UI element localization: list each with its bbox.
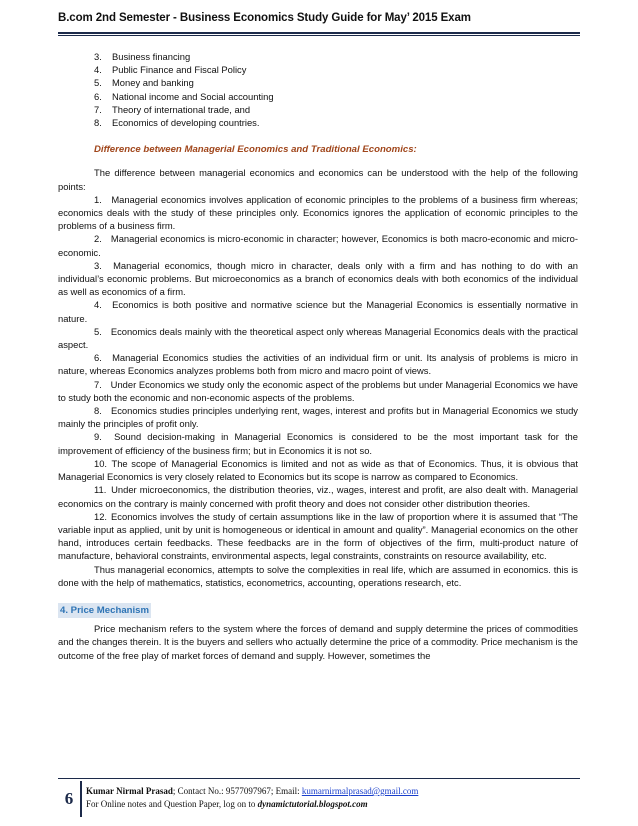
section-intro: The difference between managerial economics and economics can be understood with the help of the following points:	[58, 167, 578, 192]
list-item-number: 8.	[94, 117, 102, 129]
list-item-label: National income and Social accounting	[112, 90, 274, 102]
list-item-label: Money and banking	[112, 77, 194, 89]
point-paragraph	[58, 430, 578, 456]
point-number: 9.	[94, 431, 102, 443]
point-paragraph	[58, 325, 578, 351]
list-item-number: 5.	[94, 77, 102, 89]
footer-author: Kumar Nirmal Prasad	[86, 786, 173, 796]
footer-contact-line	[86, 785, 580, 798]
topics-list	[58, 50, 578, 129]
header-rule-thin	[58, 35, 580, 36]
price-mechanism-heading: 4. Price Mechanism	[58, 603, 151, 618]
footer-notes-text: For Online notes and Question Paper, log on to	[86, 799, 258, 809]
point-paragraph	[58, 193, 578, 233]
point-number: 1.	[94, 193, 102, 205]
point-number: 12.	[94, 510, 108, 522]
list-item	[94, 76, 578, 89]
point-number: 7.	[94, 378, 102, 390]
page-number: 6	[58, 781, 82, 817]
footer-notes-line	[86, 798, 580, 811]
section-heading: Difference between Managerial Economics and Traditional Economics:	[94, 144, 417, 156]
footer-email-link[interactable]: kumarnirmalprasad@gmail.com	[301, 786, 419, 796]
point-text: Managerial Economics studies the activities of an individual firm or unit. Its analysis of problems is micro in nature, whereas Economics analyzes problems both from micro and macro point of views.	[58, 352, 578, 377]
point-text: Economics deals mainly with the theoretical aspect only whereas Managerial Economics deals with the practical aspect.	[58, 325, 578, 351]
point-number: 6.	[94, 352, 102, 364]
point-paragraph	[58, 404, 578, 430]
point-number: 11.	[94, 484, 107, 496]
point-text: Managerial economics, though micro in character, deals only with a firm and has nothing to do with an individual’s economic problems. But microeconomics as a branch of economics deals with both economics of the individual as well as economics of a firm.	[58, 259, 578, 298]
list-item	[94, 103, 578, 116]
point-number: 8.	[94, 405, 102, 417]
point-paragraph	[58, 378, 578, 404]
point-paragraph	[58, 232, 578, 258]
point-number: 5.	[94, 325, 102, 337]
header-rule	[58, 32, 580, 34]
section-closing: Thus managerial economics, attempts to solve the complexities in real life, which are assumed in economics. this is done with the help of mathematics, statistics, econometrics, accounting, operations research, etc.	[58, 563, 578, 588]
list-item	[94, 90, 578, 103]
page-header-title: B.com 2nd Semester - Business Economics Study Guide for May’ 2015 Exam	[58, 12, 471, 24]
list-item	[94, 116, 578, 129]
point-text: Managerial economics is micro-economic in character; however, Economics is both macro-economic and micro-economic.	[58, 233, 578, 258]
point-number: 4.	[94, 299, 102, 311]
point-paragraph	[58, 457, 578, 483]
price-mechanism-text: Price mechanism refers to the system where the forces of demand and supply determine the prices of commodities and the changes therein. It is the buyers and sellers who actually determine the price of a commodity. Price mechanism is the outcome of the free play of market forces of demand and supply. However, sometimes the	[58, 623, 578, 661]
point-text: Economics involves the study of certain assumptions like in the law of proportion where it is assumed that “The variable input as applied, unit by unit is homogeneous or identical in amount and quality”. Managerial economics on the other hand, introduces certain feedbacks. These feedbacks are in the form of objectives of the firm, multi-product nature of manufacture, behavioral constraints, environmental aspects, legal constraints, constraints on resource availability, etc.	[58, 510, 578, 562]
point-number: 10.	[94, 457, 108, 469]
list-item-number: 4.	[94, 64, 102, 76]
list-item	[94, 63, 578, 76]
point-paragraph	[58, 351, 578, 377]
point-text: Economics is both positive and normative science but the Managerial Economics is essentially normative in nature.	[58, 299, 578, 324]
page-content	[58, 50, 578, 662]
point-text: Under Economics we study only the economic aspect of the problems but under Managerial Economics we have to study both the economic and non-economic aspects of the problems.	[58, 378, 579, 403]
point-number: 3.	[94, 259, 102, 271]
footer-site-link[interactable]: dynamictutorial.blogspot.com	[257, 799, 368, 809]
footer-rule	[58, 778, 580, 779]
list-item-label: Economics of developing countries.	[112, 117, 260, 129]
list-item-label: Business financing	[112, 51, 191, 62]
list-item-label: Public Finance and Fiscal Policy	[112, 64, 247, 76]
point-paragraph	[58, 483, 578, 509]
list-item-number: 7.	[94, 103, 102, 115]
list-item-number: 6.	[94, 90, 102, 102]
list-item	[94, 50, 578, 63]
point-text: Sound decision-making in Managerial Economics is considered to be the most important task for the improvement of efficiency of the business firm; but in Economics it is not so.	[58, 431, 578, 456]
footer-contact-text: ; Contact No.: 9577097967; Email:	[172, 786, 302, 796]
point-paragraph	[58, 259, 578, 299]
point-paragraph	[58, 510, 578, 563]
list-item-number: 3.	[94, 51, 102, 62]
point-text: Under microeconomics, the distribution theories, viz., wages, interest and profit, are also dealt with. Managerial economics on the contrary is mainly concerned with profit theory and does not consider other distribution theories.	[58, 484, 578, 509]
point-text: The scope of Managerial Economics is limited and not as wide as that of Economics. Thus, it is obvious that Managerial Economics is very closely related to Economics but its scope is narrow as compared to Economics.	[58, 457, 578, 483]
page-footer	[86, 785, 580, 811]
point-text: Managerial economics involves application of economic principles to the problems of a business firm whereas; economics deals with the study of these principles only. Economics ignores the application of economic principles to the problems of a business firm.	[58, 193, 579, 232]
point-text: Economics studies principles underlying rent, wages, interest and profits but in Managerial Economics we study mainly the principles of profit only.	[58, 405, 578, 430]
list-item-label: Theory of international trade, and	[112, 103, 251, 115]
point-number: 2.	[94, 233, 102, 245]
point-paragraph	[58, 298, 578, 324]
